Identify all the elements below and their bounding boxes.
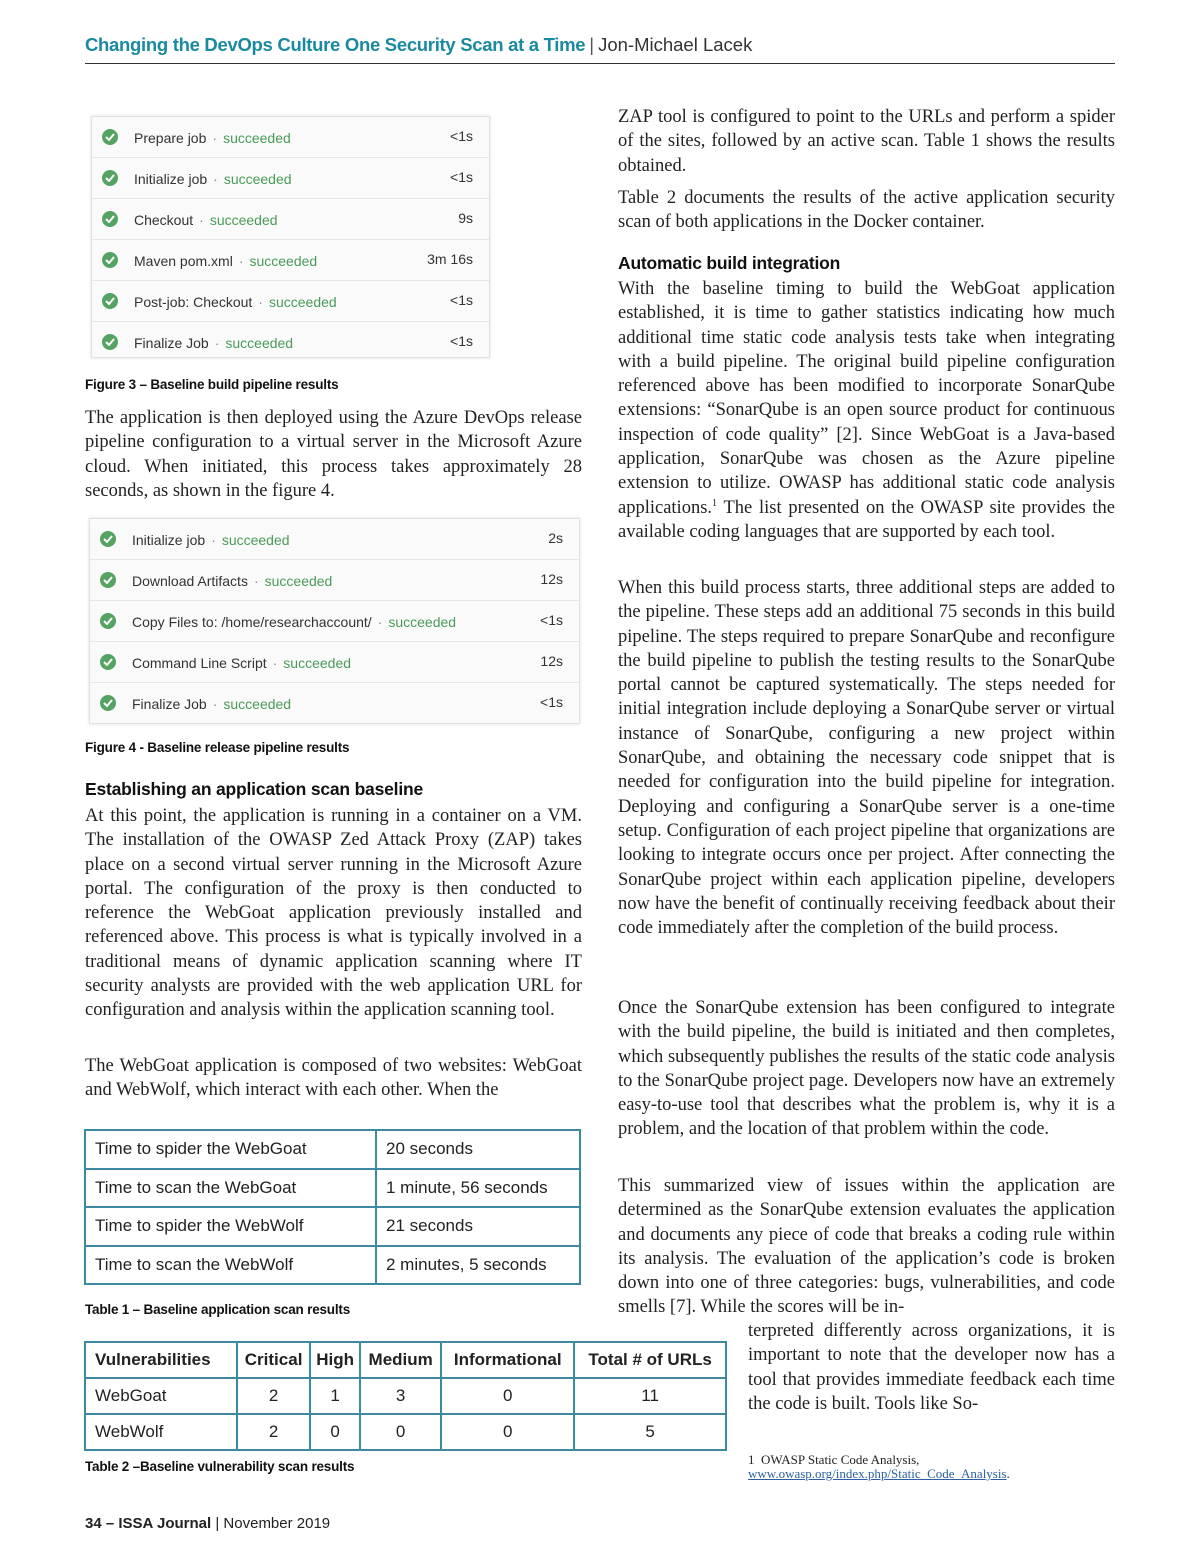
right-paragraph-3 xyxy=(618,277,1115,544)
table-1 xyxy=(84,1129,581,1285)
step-dot-separator: · xyxy=(213,171,218,187)
footnote-link[interactable]: www.owasp.org/index.php/Static_Code_Analysis xyxy=(748,1466,1007,1481)
step-status: succeeded xyxy=(223,171,292,187)
step-duration: 2s xyxy=(548,530,563,546)
step-name: Download Artifacts xyxy=(132,573,248,589)
step-duration: 12s xyxy=(540,571,563,587)
pipeline-step xyxy=(134,130,291,146)
table-header-cell: Medium xyxy=(360,1342,441,1378)
pipeline-step-row xyxy=(90,560,579,601)
section-heading-build-integration: Automatic build integration xyxy=(618,253,841,273)
step-status: succeeded xyxy=(221,532,290,548)
check-circle-icon xyxy=(102,252,118,268)
table-cell: 0 xyxy=(360,1414,441,1450)
pipeline-step xyxy=(134,335,293,351)
footer-page: 34 – ISSA Journal xyxy=(85,1515,212,1532)
table-row xyxy=(85,1169,580,1208)
check-circle-icon xyxy=(100,572,116,588)
pipeline-step xyxy=(132,655,351,671)
step-name: Finalize Job xyxy=(132,696,207,712)
step-dot-separator: · xyxy=(212,130,218,146)
pipeline-step xyxy=(134,253,317,269)
table-cell: Time to spider the WebWolf xyxy=(85,1207,376,1246)
pipeline-step-row xyxy=(90,519,579,560)
step-status: succeeded xyxy=(388,614,457,630)
pipeline-step xyxy=(132,614,456,630)
table-row xyxy=(85,1207,580,1246)
check-circle-icon xyxy=(102,293,118,309)
table-cell: 2 xyxy=(237,1378,310,1414)
step-dot-separator: · xyxy=(212,696,218,712)
table-cell: 11 xyxy=(574,1378,726,1414)
left-paragraph-1: The application is then deployed using the Azure DevOps release pipeline configuration to a virtual server in the Microsoft Azure cloud. When initiated, this process takes approximately 28 seconds, as shown in the figure 4. xyxy=(85,408,582,501)
step-duration: 12s xyxy=(540,653,563,669)
step-name: Command Line Script xyxy=(132,655,267,671)
check-circle-icon xyxy=(102,129,118,145)
step-dot-separator: · xyxy=(377,614,383,630)
step-status: succeeded xyxy=(283,655,352,671)
pipeline-step xyxy=(134,171,292,187)
check-circle-icon xyxy=(100,695,116,711)
step-dot-separator: · xyxy=(238,253,244,269)
pipeline-step-row xyxy=(92,281,489,322)
step-name: Finalize Job xyxy=(134,335,209,351)
check-circle-icon xyxy=(102,334,118,350)
footer-date: November 2019 xyxy=(223,1515,331,1532)
step-name: Maven pom.xml xyxy=(134,253,233,269)
table-cell: Time to scan the WebWolf xyxy=(85,1246,376,1285)
step-duration: <1s xyxy=(540,694,563,710)
footnote-text: OWASP Static Code Analysis, xyxy=(761,1452,920,1467)
table-header-cell: Total # of URLs xyxy=(574,1342,726,1378)
right-paragraph-1: ZAP tool is configured to point to the URLs and perform a spider of the sites, followed by an active scan. Table 1 shows the results obtained. xyxy=(618,107,1115,176)
right-paragraph-4: When this build process starts, three additional steps are added to the pipeline. These steps add an additional 75 seconds in this build pipeline. The steps required to prepare SonarQube and reconfigure the build pipeline to publish the testing results to the SonarQube portal cannot be captured systematically. The steps needed for initial integration include deploying a SonarQube server or virtual instance of SonarQube, configuring a new project within SonarQube, and obtaining the necessary code snippet that is needed for configuration into the build pipeline for integration. Deploying and configuring a SonarQube server is a one-time setup. Configuration of each project pipeline that organizations are looking to integrate occurs once per project. After connecting the SonarQube project within each application pipeline, developers now have the benefit of continually receiving feedback about their code immediately after the completion of the build process. xyxy=(618,578,1115,939)
table-row xyxy=(85,1378,726,1414)
pipeline-step-row xyxy=(90,683,579,723)
step-status: succeeded xyxy=(249,253,318,269)
footer-separator: | xyxy=(215,1515,220,1532)
pipeline-step xyxy=(134,294,337,310)
step-duration: 3m 16s xyxy=(427,251,473,267)
step-name: Initialize job xyxy=(132,532,206,548)
table-cell: 20 seconds xyxy=(376,1130,580,1169)
right-paragraph-3-tail: The list presented on the OWASP site provides the available coding languages that are supported by each tool. xyxy=(618,497,1115,542)
step-status: succeeded xyxy=(223,130,291,146)
step-name: Initialize job xyxy=(134,171,208,187)
table-2-caption: Table 2 –Baseline vulnerability scan results xyxy=(85,1459,355,1474)
step-status: succeeded xyxy=(225,335,294,351)
step-status: succeeded xyxy=(264,573,333,589)
step-dot-separator: · xyxy=(258,294,263,310)
check-circle-icon xyxy=(100,531,116,547)
pipeline-step xyxy=(134,212,278,228)
table-header-cell: Informational xyxy=(441,1342,574,1378)
figure-3-caption: Figure 3 – Baseline build pipeline results xyxy=(85,377,339,392)
pipeline-step-row xyxy=(90,642,579,683)
table-cell: 1 xyxy=(310,1378,360,1414)
table-cell: 1 minute, 56 seconds xyxy=(376,1169,580,1208)
step-duration: <1s xyxy=(450,169,473,185)
step-duration: 9s xyxy=(458,210,473,226)
figure-4-caption: Figure 4 - Baseline release pipeline results xyxy=(85,740,350,755)
step-status: succeeded xyxy=(268,294,337,310)
footnote xyxy=(748,1453,1115,1481)
pipeline-step xyxy=(132,573,332,589)
check-circle-icon xyxy=(100,613,116,629)
table-cell: 2 xyxy=(237,1414,310,1450)
right-paragraph-2: Table 2 documents the results of the active application security scan of both applications in the Docker container. xyxy=(618,188,1115,233)
check-circle-icon xyxy=(102,211,118,227)
pipeline-step-row xyxy=(90,601,579,642)
section-1-paragraph-2: The WebGoat application is composed of two websites: WebGoat and WebWolf, which interact with each other. When the xyxy=(85,1056,582,1101)
pipeline-step-row xyxy=(92,199,489,240)
step-dot-separator: · xyxy=(253,573,259,589)
figure-4-screenshot xyxy=(89,518,580,724)
table-cell: 21 seconds xyxy=(376,1207,580,1246)
header-separator: | xyxy=(589,34,595,55)
step-dot-separator: · xyxy=(211,532,216,548)
pipeline-step-row xyxy=(92,322,489,362)
section-1-paragraph-1: At this point, the application is running in a container on a VM. The installation of the OWASP Zed Attack Proxy (ZAP) takes place on a second virtual server running in the Microsoft Azure portal. The configuration of the proxy is then conducted to reference the WebGoat application previously installed and referenced above. This process is what is typically involved in a traditional means of dynamic application scanning where IT security analysts are provided with the web application URL for configuration and analysis within the application scanning tool. xyxy=(85,806,582,1021)
step-duration: <1s xyxy=(540,612,563,628)
table-header-cell: Critical xyxy=(237,1342,310,1378)
right-paragraph-6-continued: terpreted differently across organizations, it is important to note that the developer now has a tool that provides immediate feedback each time the code is built. Tools like So- xyxy=(748,1321,1115,1414)
table-cell: 5 xyxy=(574,1414,726,1450)
table-cell: 0 xyxy=(441,1378,574,1414)
step-status: succeeded xyxy=(209,212,278,228)
table-cell: WebWolf xyxy=(85,1414,237,1450)
section-heading-scan-baseline: Establishing an application scan baseline xyxy=(85,779,424,799)
footnote-ref-1[interactable]: 1 xyxy=(712,497,718,509)
footnote-number: 1 xyxy=(748,1452,755,1467)
table-cell: 0 xyxy=(441,1414,574,1450)
table-cell: 0 xyxy=(310,1414,360,1450)
page-footer xyxy=(85,1515,330,1532)
table-header-cell: High xyxy=(310,1342,360,1378)
table-row xyxy=(85,1246,580,1285)
header-rule xyxy=(85,63,1115,64)
table-cell: Time to spider the WebGoat xyxy=(85,1130,376,1169)
table-2 xyxy=(84,1341,727,1451)
right-paragraph-5: Once the SonarQube extension has been configured to integrate with the build pipeline, the build is initiated and then completes, which subsequently publishes the results of the static code analysis to the SonarQube project page. Developers now have an extremely easy-to-use tool that describes what the problem is, why it is a problem, and the location of that problem within the code. xyxy=(618,998,1115,1140)
table-row xyxy=(85,1414,726,1450)
step-duration: <1s xyxy=(450,292,473,308)
header-author: Jon-Michael Lacek xyxy=(598,34,753,55)
step-dot-separator: · xyxy=(272,655,278,671)
pipeline-step-row xyxy=(92,158,489,199)
table-1-caption: Table 1 – Baseline application scan results xyxy=(85,1302,351,1317)
figure-3-screenshot xyxy=(91,116,490,358)
step-status: succeeded xyxy=(223,696,292,712)
check-circle-icon xyxy=(100,654,116,670)
pipeline-step-row xyxy=(92,240,489,281)
step-name: Checkout xyxy=(134,212,194,228)
step-name: Prepare job xyxy=(134,130,207,146)
pipeline-step-row xyxy=(92,117,489,158)
step-name: Post-job: Checkout xyxy=(134,294,253,310)
step-dot-separator: · xyxy=(199,212,204,228)
footnote-end: . xyxy=(1006,1466,1010,1481)
right-paragraph-6: This summarized view of issues within the application are determined as the SonarQube extension evaluates the application and documents any piece of code that breaks a coding rule within its analysis. The evaluation of the application’s code is broken down into one of three categories: bugs, vulnerabilities, and code smells [7]. While the scores will be in- xyxy=(618,1176,1115,1318)
step-duration: <1s xyxy=(450,128,473,144)
table-cell: 2 minutes, 5 seconds xyxy=(376,1246,580,1285)
pipeline-step xyxy=(132,532,290,548)
check-circle-icon xyxy=(102,170,118,186)
step-name: Copy Files to: /home/researchaccount/ xyxy=(132,614,372,630)
step-dot-separator: · xyxy=(214,335,220,351)
right-paragraph-3-text: With the baseline timing to build the WebGoat application established, it is time to gather statistics indicating how much additional time static code analysis tests take when integrating with a build pipeline. The original build pipeline configuration referenced above has been modified to incorporate SonarQube extensions: “SonarQube is an open source product for continuous inspection of code quality” [2]. Since WebGoat is a Java-based application, SonarQube was chosen as the Azure pipeline extension to utilize. OWASP has additional static code analysis applications. xyxy=(618,279,1115,518)
table-cell: Time to scan the WebGoat xyxy=(85,1169,376,1208)
table-cell: WebGoat xyxy=(85,1378,237,1414)
table-header-cell: Vulnerabilities xyxy=(85,1342,237,1378)
running-header xyxy=(85,34,752,56)
table-cell: 3 xyxy=(360,1378,441,1414)
header-title: Changing the DevOps Culture One Security Scan at a Time xyxy=(85,34,586,55)
table-row xyxy=(85,1130,580,1169)
pipeline-step xyxy=(132,696,291,712)
step-duration: <1s xyxy=(450,333,473,349)
